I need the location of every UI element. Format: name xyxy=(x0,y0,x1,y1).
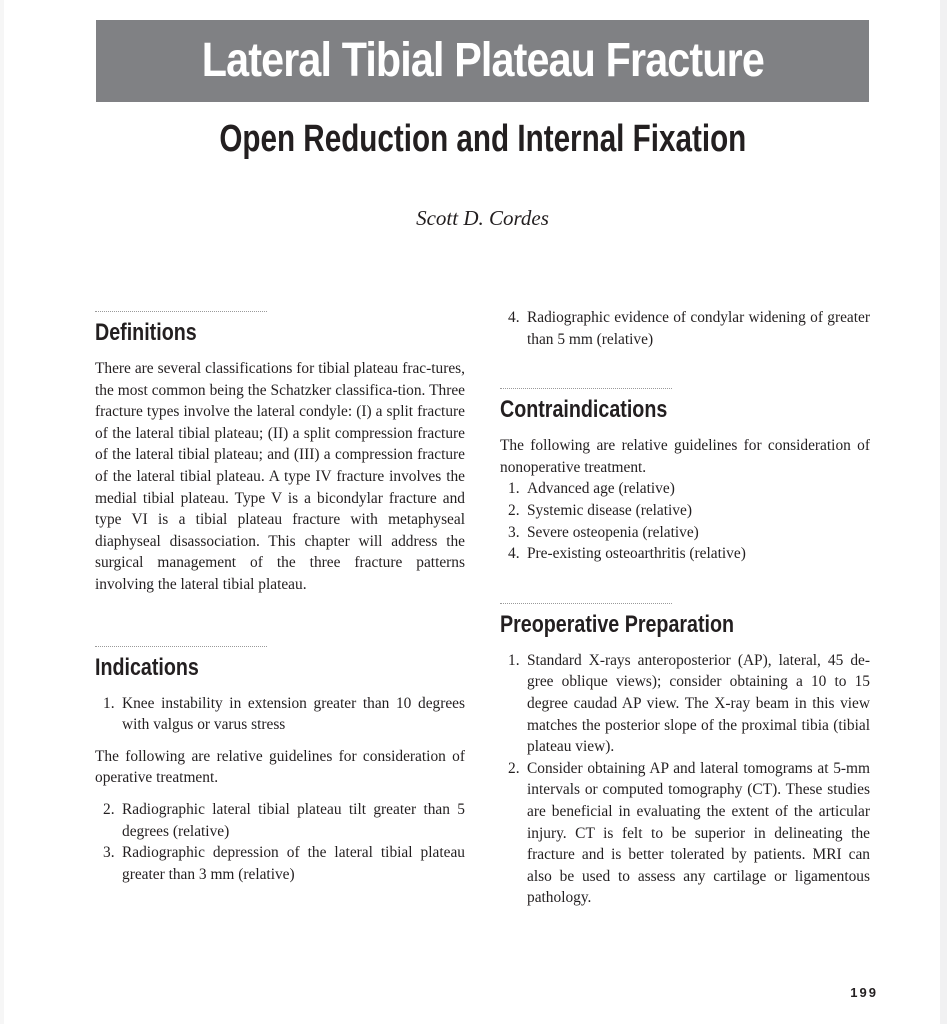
list-item xyxy=(500,500,870,522)
section-heading-preoperative xyxy=(500,610,870,640)
indications-list-continued xyxy=(500,307,870,350)
left-column xyxy=(95,311,465,885)
heading-text: Indications xyxy=(95,653,199,681)
list-text: Knee instability in extension greater than 10 degrees with valgus or varus stress xyxy=(122,694,465,734)
chapter-title: Lateral Tibial Plateau Fracture xyxy=(201,34,764,87)
section-divider xyxy=(95,311,267,312)
list-text: Standard X-rays anteroposterior (AP), lateral, 45 de-gree oblique views); consider obtaining a 10 to 15 degree caudad AP view. The X-ray beam in this view matches the posterior slope of the proximal tibia (tibial plateau view). xyxy=(527,651,870,756)
heading-text: Contraindications xyxy=(500,396,668,424)
list-text: Radiographic evidence of condylar widening of greater than 5 mm (relative) xyxy=(527,309,870,348)
list-item xyxy=(95,693,465,736)
list-item xyxy=(95,842,465,885)
list-number: 2. xyxy=(103,800,115,818)
list-number: 1. xyxy=(508,651,520,669)
list-item xyxy=(500,543,870,565)
viewer-scrollbar-track[interactable] xyxy=(940,0,947,1024)
section-divider xyxy=(500,603,672,604)
list-item xyxy=(500,758,870,909)
list-number: 1. xyxy=(508,480,520,498)
section-indications xyxy=(95,646,465,886)
list-text: Systemic disease (relative) xyxy=(527,501,692,519)
title-banner xyxy=(96,20,869,102)
section-contraindications xyxy=(500,388,870,565)
preoperative-list xyxy=(500,650,870,909)
list-item xyxy=(500,307,870,350)
list-text: Radiographic lateral tibial plateau tilt greater than 5 degrees (relative) xyxy=(122,800,465,840)
list-number: 3. xyxy=(103,844,115,862)
list-item xyxy=(500,522,870,544)
section-divider xyxy=(500,388,672,389)
heading-text: Definitions xyxy=(95,319,197,346)
right-column xyxy=(500,307,870,909)
list-number: 4. xyxy=(508,545,520,563)
list-item xyxy=(95,799,465,842)
list-number: 2. xyxy=(508,501,520,519)
page-left-edge xyxy=(0,0,4,1024)
indications-list-a xyxy=(95,693,465,736)
author-name: Scott D. Cordes xyxy=(416,206,549,230)
section-heading-contraindications xyxy=(500,395,870,425)
contraindications-list xyxy=(500,478,870,564)
section-heading-definitions xyxy=(95,318,465,348)
section-heading-indications xyxy=(95,653,465,683)
list-number: 1. xyxy=(103,694,115,712)
section-divider xyxy=(95,646,267,647)
chapter-subtitle xyxy=(96,116,869,162)
list-number: 2. xyxy=(508,759,520,777)
contraindications-paragraph: The following are relative guidelines for consideration of nonoperative treatment. xyxy=(500,437,870,476)
list-text: Pre-existing osteoarthritis (relative) xyxy=(527,545,746,563)
section-definitions xyxy=(95,311,465,596)
list-number: 3. xyxy=(508,523,520,541)
indications-list-b xyxy=(95,799,465,885)
list-text: Consider obtaining AP and lateral tomograms at 5-mm intervals or computed tomography (CT). These studies are beneficial in evaluating the extent of the articular injury. CT is felt to be superior in delineating the fracture and is better tolerated by patients. MRI can also be used to assess any cartilage or ligamentous pathology. xyxy=(527,759,870,907)
page-number: 199 xyxy=(850,985,878,1000)
list-item xyxy=(500,478,870,500)
section-preoperative-preparation xyxy=(500,603,870,909)
indications-paragraph: The following are relative guidelines for consideration of operative treatment. xyxy=(95,747,465,787)
list-text: Advanced age (relative) xyxy=(527,480,675,498)
list-item xyxy=(500,650,870,758)
definitions-paragraph: There are several classifications for tibial plateau frac-tures, the most common being the Schatzker classifica-tion. Three fracture types involve the lateral condyle: (I) a split fracture of the lateral tibial plateau; (II) a split compression fracture of the lateral tibial plateau; and (III) a compression fracture of the lateral tibial plateau. A type IV fracture involves the medial tibial plateau. Type V is a bicondylar fracture and type VI is a tibial plateau fracture with metaphyseal diaphyseal disassociation. This chapter will address the surgical management of the three fracture patterns involving the lateral tibial plateau. xyxy=(95,360,465,593)
list-number: 4. xyxy=(508,309,520,326)
chapter-subtitle-text: Open Reduction and Internal Fixation xyxy=(219,118,746,160)
heading-text: Preoperative Preparation xyxy=(500,610,735,638)
list-text: Radiographic depression of the lateral tibial plateau greater than 3 mm (relative) xyxy=(122,844,465,883)
list-text: Severe osteopenia (relative) xyxy=(527,523,699,541)
